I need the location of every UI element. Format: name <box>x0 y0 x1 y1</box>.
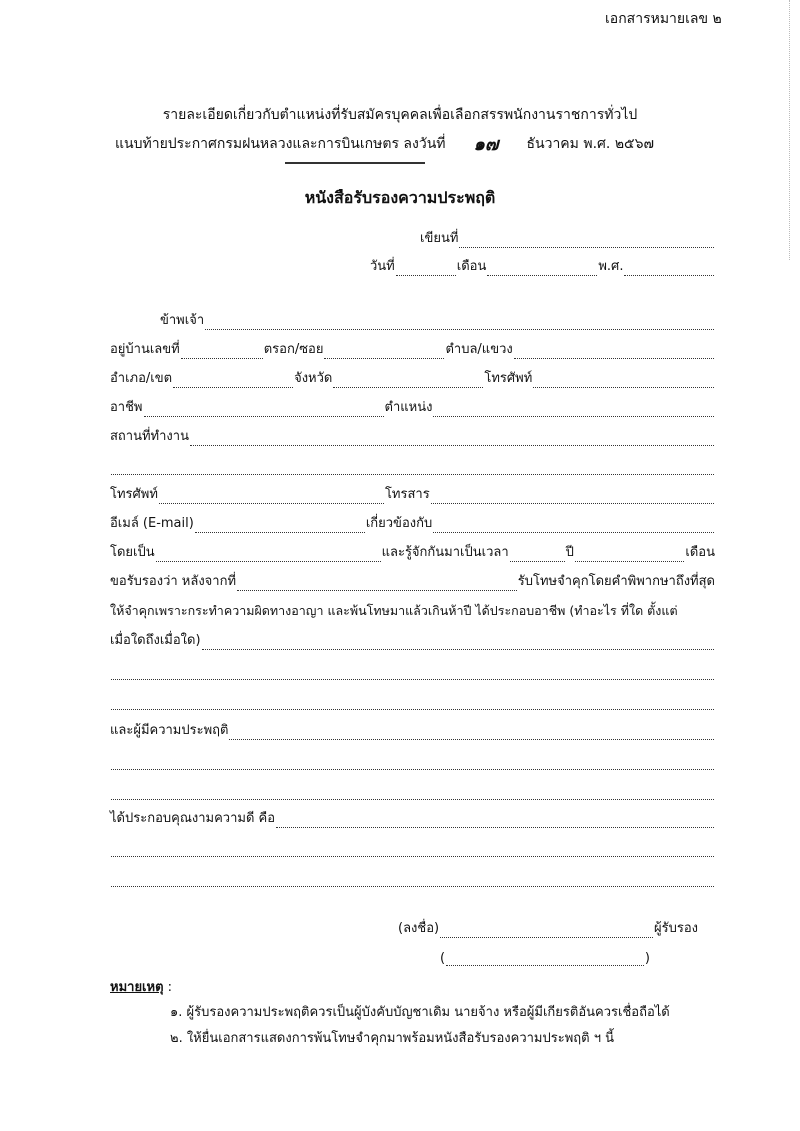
blank-row <box>110 869 715 887</box>
label: สถานที่ทำงาน <box>110 429 189 444</box>
day-field[interactable] <box>396 263 456 276</box>
workplace-row-2 <box>110 457 715 475</box>
period-row <box>110 632 715 650</box>
signature-field[interactable] <box>440 925 653 938</box>
name-field[interactable] <box>205 317 714 330</box>
label: เดือน <box>456 259 487 274</box>
position-field[interactable] <box>433 404 714 417</box>
blank-row <box>110 839 715 857</box>
label: โทรศัพท์ <box>110 487 158 502</box>
phone-field[interactable] <box>533 375 714 388</box>
blank-row <box>110 662 715 680</box>
year-field[interactable] <box>624 263 714 276</box>
document-number: เอกสารหมายเลข ๒ <box>605 11 722 27</box>
related-field[interactable] <box>433 520 714 533</box>
label: ตำบล/แขวง <box>445 342 513 357</box>
email-row <box>110 515 715 533</box>
label: ข้าพเจ้า <box>160 313 205 328</box>
phone2-field[interactable] <box>159 491 384 504</box>
behavior-field-2[interactable] <box>111 757 714 770</box>
scan-edge <box>787 0 790 260</box>
header-prefix: แนบท้ายประกาศกรมฝนหลวงและการบินเกษตร ลงวันที่ <box>115 136 446 152</box>
written-at-field[interactable] <box>459 235 714 248</box>
good-deeds-row <box>110 810 715 828</box>
label: ให้จำคุกเพราะกระทำความผิดทางอาญา และพ้นโทษมาแล้วเกินห้าปี ได้ประกอบอาชีพ (ทำอะไร ที่ใด ตั้งแต่ <box>110 603 678 618</box>
label: ได้ประกอบคุณงามความดี คือ <box>110 811 276 826</box>
label: อีเมล์ (E-mail) <box>110 516 194 531</box>
province-field[interactable] <box>333 375 483 388</box>
period-field-2[interactable] <box>111 667 714 680</box>
label: ) <box>644 951 650 966</box>
handwritten-day: ๑๗ <box>473 134 499 155</box>
label: พ.ศ. <box>598 259 624 274</box>
printed-name-field[interactable] <box>446 953 644 966</box>
behavior-row <box>110 722 715 740</box>
label: เดือน <box>685 545 715 560</box>
header-line-2 <box>115 133 654 158</box>
label: ขอรับรองว่า หลังจากที่ <box>110 574 237 589</box>
house-no-field[interactable] <box>181 346 263 359</box>
label: ( <box>440 951 446 966</box>
notes-label: หมายเหตุ <box>110 980 164 995</box>
relation-row <box>110 544 715 562</box>
period-field[interactable] <box>202 637 714 650</box>
occupation-field[interactable] <box>144 404 384 417</box>
certify-row <box>110 573 715 591</box>
name-row <box>160 312 715 330</box>
good-deeds-field-3[interactable] <box>111 874 714 887</box>
page-title: หนังสือรับรองความประพฤติ <box>304 188 496 207</box>
label: จังหวัด <box>294 371 333 386</box>
district-field[interactable] <box>173 375 293 388</box>
subdistrict-field[interactable] <box>514 346 714 359</box>
label: เขียนที่ <box>420 231 459 246</box>
header-rule <box>285 162 425 164</box>
label: ตรอก/ซอย <box>263 342 324 357</box>
label: อำเภอ/เขต <box>110 371 173 386</box>
workplace-row <box>110 428 715 446</box>
district-row <box>110 370 715 388</box>
colon: : <box>167 980 173 995</box>
workplace-field[interactable] <box>190 433 714 446</box>
printed-name-row <box>440 948 650 966</box>
note-item: ๒. ให้ยื่นเอกสารแสดงการพ้นโทษจำคุกมาพร้อมหนังสือรับรองความประพฤติ ฯ นี้ <box>170 1031 615 1046</box>
as-field[interactable] <box>156 549 381 562</box>
workplace-field-2[interactable] <box>111 462 714 475</box>
behavior-field[interactable] <box>229 727 714 740</box>
occupation-row <box>110 399 715 417</box>
label: ผู้รับรอง <box>654 921 698 936</box>
label: อยู่บ้านเลขที่ <box>110 342 180 357</box>
label: ปี <box>565 545 574 560</box>
header-line-1: รายละเอียดเกี่ยวกับตำแหน่งที่รับสมัครบุคคลเพื่อเลือกสรรพนักงานราชการทั่วไป <box>162 107 638 123</box>
label: และรู้จักกันมาเป็นเวลา <box>381 545 509 560</box>
blank-row <box>110 692 715 710</box>
label: อาชีพ <box>110 400 143 415</box>
behavior-field-3[interactable] <box>111 787 714 800</box>
header-suffix: ธันวาคม พ.ศ. ๒๕๖๗ <box>526 136 655 152</box>
notes-heading <box>110 976 172 997</box>
fax-field[interactable] <box>431 491 714 504</box>
signature-row <box>398 920 698 938</box>
label: เกี่ยวข้องกับ <box>365 516 433 531</box>
period-field-3[interactable] <box>111 697 714 710</box>
months-field[interactable] <box>575 549 684 562</box>
after-field[interactable] <box>237 578 517 591</box>
label: และผู้มีความประพฤติ <box>110 723 229 738</box>
email-field[interactable] <box>195 520 365 533</box>
blank-row <box>110 782 715 800</box>
good-deeds-field-2[interactable] <box>111 844 714 857</box>
alley-field[interactable] <box>324 346 444 359</box>
label: โทรสาร <box>384 487 430 502</box>
label: วันที่ <box>370 259 395 274</box>
label: โทรศัพท์ <box>484 371 533 386</box>
note-item: ๑. ผู้รับรองความประพฤติควรเป็นผู้บังคับบัญชาเดิม นายจ้าง หรือผู้มีเกียรติอันควรเชื่อถือได้ <box>170 1005 670 1020</box>
good-deeds-field[interactable] <box>276 815 714 828</box>
label: เมื่อใดถึงเมื่อใด) <box>110 633 201 648</box>
label: โดยเป็น <box>110 545 155 560</box>
paragraph-row <box>110 603 715 621</box>
years-field[interactable] <box>510 549 565 562</box>
label: ตำแหน่ง <box>384 400 433 415</box>
label: รับโทษจำคุกโดยคำพิพากษาถึงที่สุด <box>517 574 715 589</box>
month-field[interactable] <box>487 263 597 276</box>
contact-row <box>110 486 715 504</box>
blank-row <box>110 752 715 770</box>
date-row <box>370 258 715 276</box>
address-row <box>110 341 715 359</box>
written-at-row <box>420 230 715 248</box>
label: (ลงชื่อ) <box>398 921 440 936</box>
